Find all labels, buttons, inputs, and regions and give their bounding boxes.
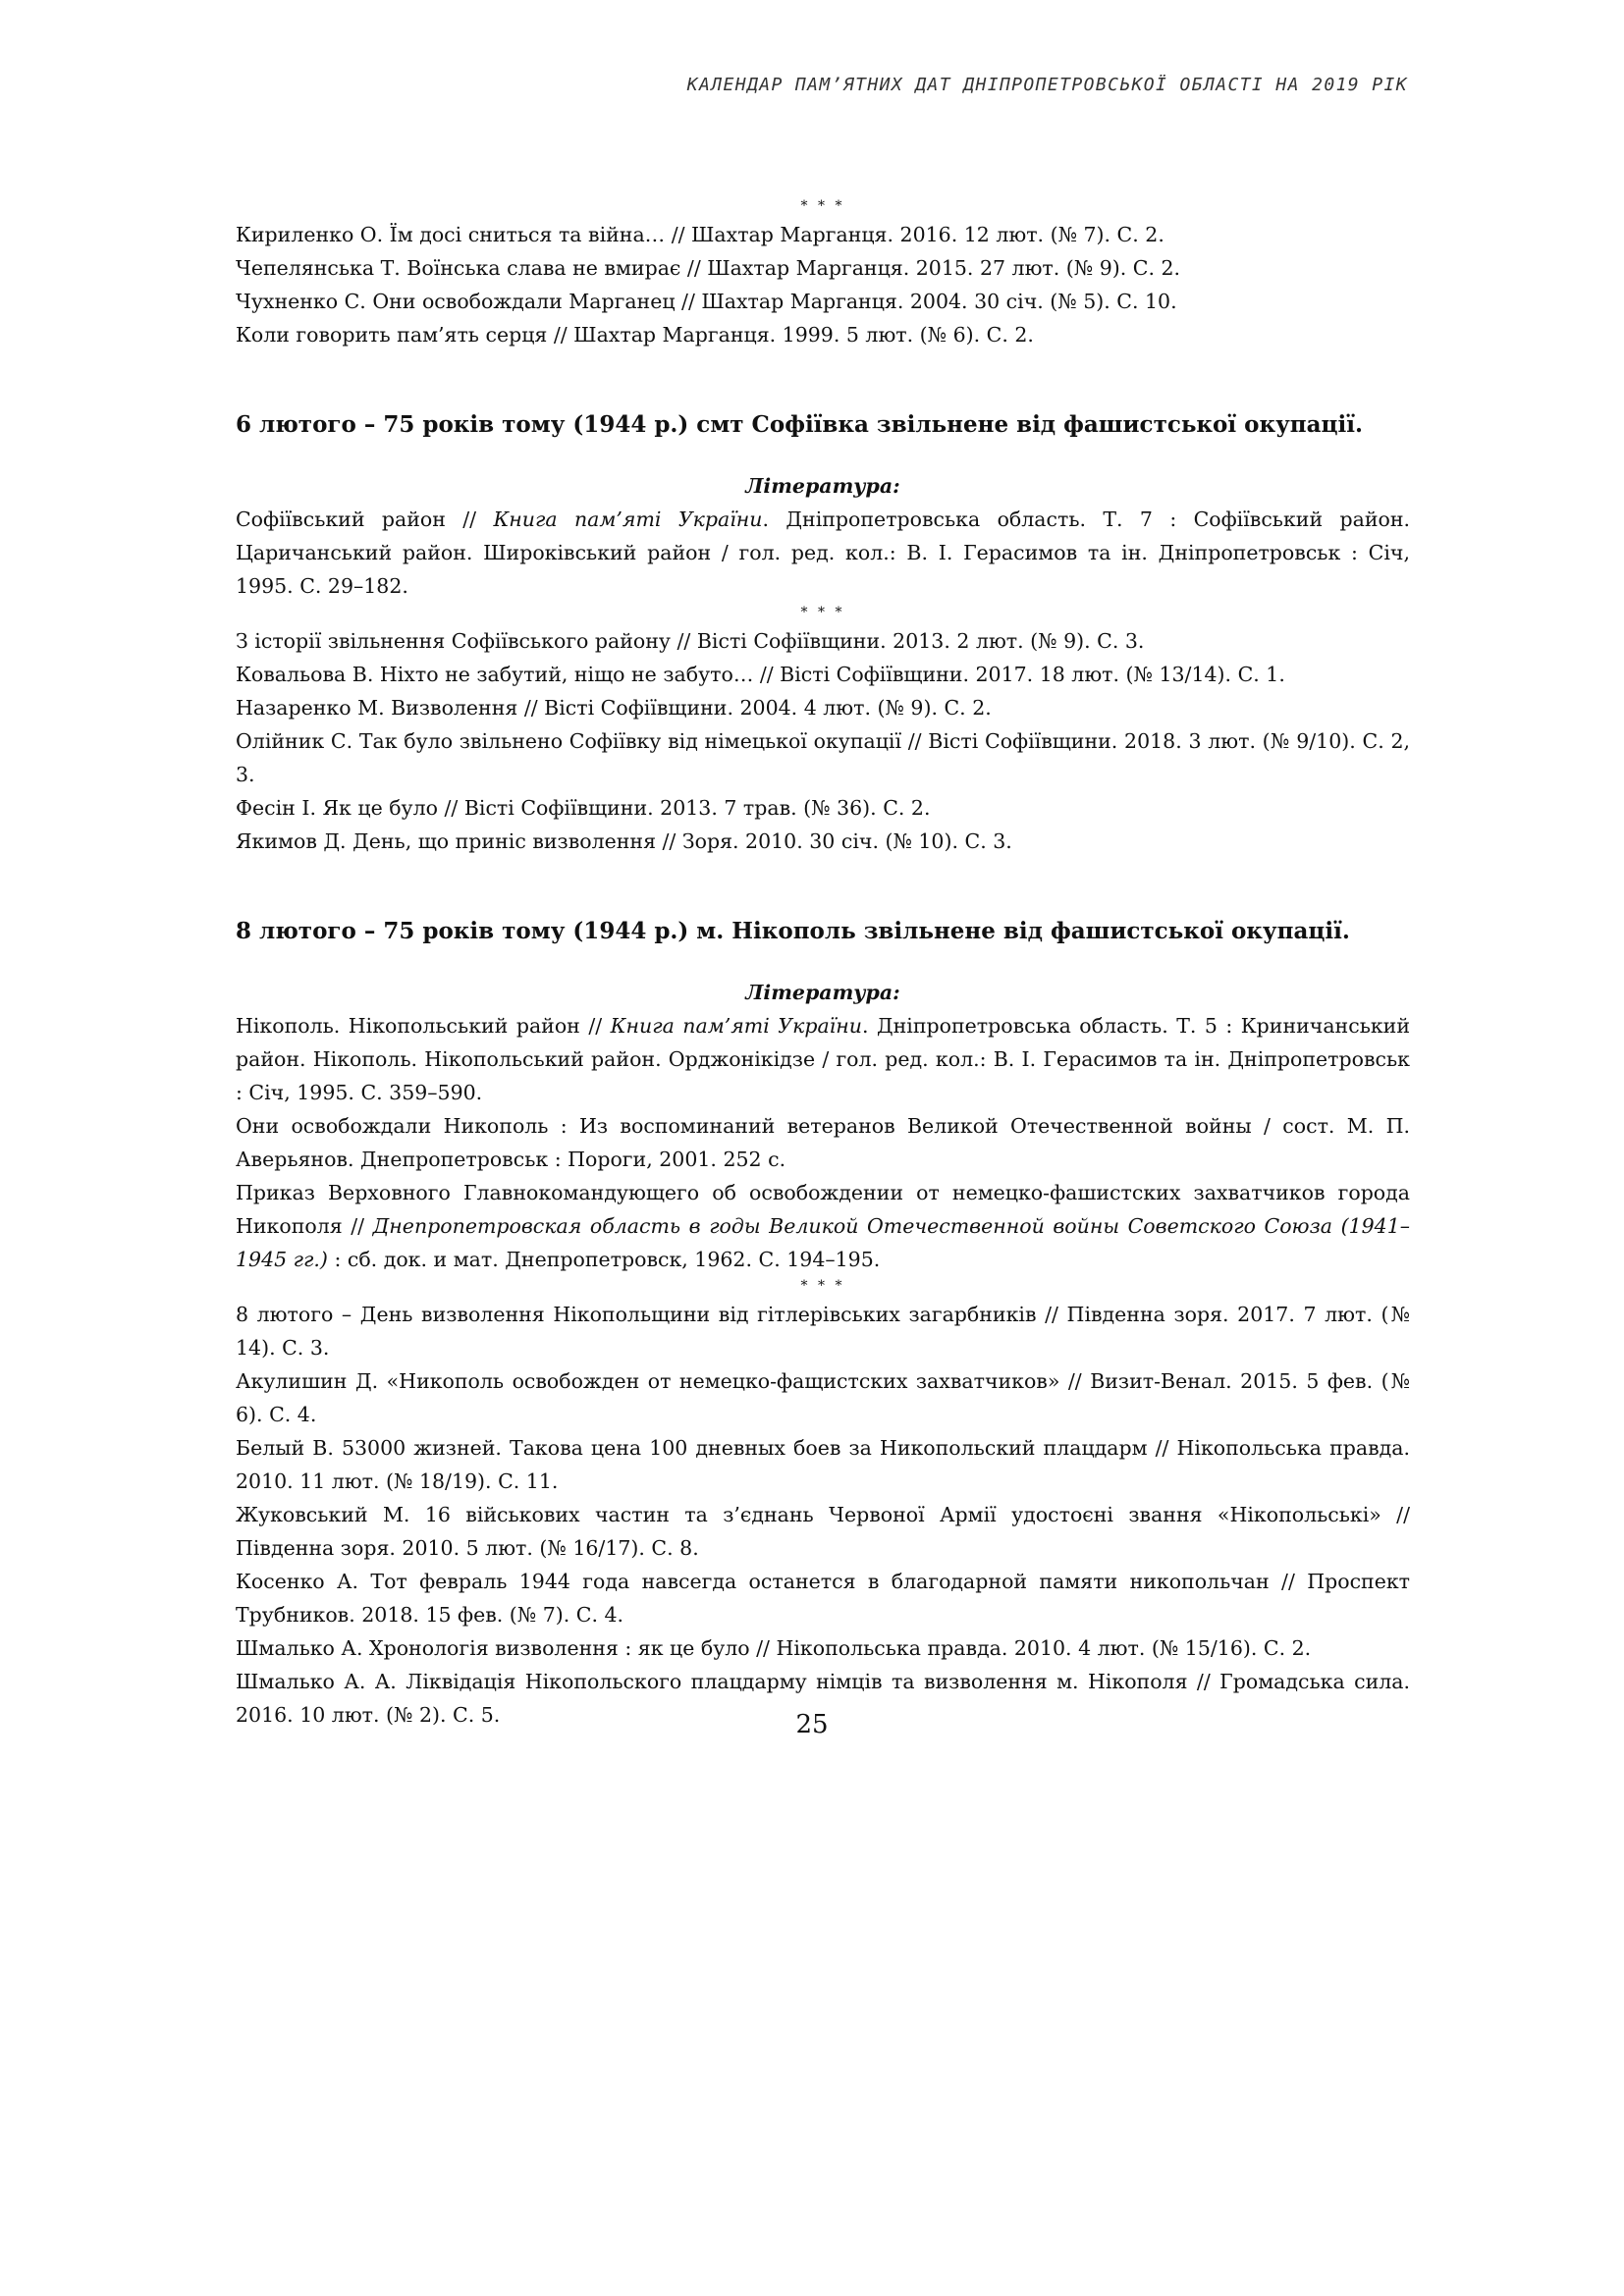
article-entry: Шмалько А. А. Ліквідація Нікопольского плацдарму німців та визволення м. Нікополя // Громадська сила. 2016. 10 лют. (№ 2). С. 5.: [236, 1670, 1410, 1727]
section-title: 6 лютого – 75 років тому (1944 р.) смт Софіївка звільнене від фашистської окупації.: [236, 411, 1364, 438]
article-entry: Ковальова В. Ніхто не забутий, ніщо не забуто… // Вісті Софіївщини. 2017. 18 лют. (№ 13/14). С. 1.: [236, 663, 1285, 686]
article-entry: 8 лютого – День визволення Нікопольщини від гітлерівських загарбників // Південна зоря. 2017. 7 лют. (№ 14). С. 3.: [236, 1303, 1410, 1360]
book-entry: Софіївський район // Книга пам’яті України. Дніпропетровська область. Т. 7 : Софіївський район. Царичанський район. Широківський район / гол. ред. кол.: В. І. Герасимов та ін. Дніпропетровськ : Січ, 1995. С. 29–182.: [236, 507, 1411, 598]
article-entry: Шмалько А. Хронологія визволення : як це було // Нікопольська правда. 2010. 4 лют. (№ 15/16). С. 2.: [236, 1636, 1312, 1660]
literature-heading: Література:: [745, 981, 900, 1004]
article-entry: З історії звільнення Софіївського району // Вісті Софіївщини. 2013. 2 лют. (№ 9). С. 3.: [236, 629, 1145, 653]
page-number: 25: [795, 1710, 829, 1739]
article-entry: Фесін І. Як це було // Вісті Софіївщини. 2013. 7 трав. (№ 36). С. 2.: [236, 796, 931, 820]
article-entry: Олійник С. Так було звільнено Софіївку від німецької окупації // Вісті Софіївщини. 2018. 3 лют. (№ 9/10). С. 2, 3.: [236, 729, 1410, 786]
article-entry: Акулишин Д. «Никополь освобожден от немецко-фащистских захватчиков» // Визит-Венал. 2015. 5 фев. (№ 6). С. 4.: [236, 1369, 1410, 1426]
reference-entry: Коли говорить пам’ять серця // Шахтар Марганця. 1999. 5 лют. (№ 6). С. 2.: [236, 323, 1034, 347]
reference-entry: Кириленко О. Їм досі сниться та війна… // Шахтар Марганця. 2016. 12 лют. (№ 7). С. 2.: [236, 223, 1164, 246]
article-entry: Жуковський М. 16 військових частин та з’єднань Червоної Армії удостоєні звання «Нікопольські» // Південна зоря. 2010. 5 лют. (№ 16/17). С. 8.: [236, 1503, 1410, 1560]
separator: * * *: [800, 1278, 845, 1294]
book-entry: Они освобождали Никополь : Из воспоминаний ветеранов Великой Отечественной войны / сост. М. П. Аверьянов. Днепропетровськ : Пороги, 2001. 252 с.: [236, 1114, 1410, 1171]
running-header: КАЛЕНДАР ПАМ’ЯТНИХ ДАТ ДНІПРОПЕТРОВСЬКОЇ ОБЛАСТІ НА 2019 РІК: [686, 75, 1408, 95]
separator: * * *: [800, 605, 845, 620]
separator: * * *: [800, 198, 845, 214]
literature-heading: Література:: [745, 474, 900, 498]
book-entry: Нікополь. Нікопольський район // Книга пам’яті України. Дніпропетровська область. Т. 5 : Криничанський район. Нікополь. Нікопольський район. Орджонікідзе / гол. ред. кол.: В. І. Герасимов та ін. Дніпропетровськ : Січ, 1995. С. 359–590.: [236, 1014, 1411, 1104]
article-entry: Якимов Д. День, що приніс визволення // Зоря. 2010. 30 січ. (№ 10). С. 3.: [236, 829, 1012, 853]
article-entry: Назаренко М. Визволення // Вісті Софіївщини. 2004. 4 лют. (№ 9). С. 2.: [236, 696, 992, 720]
section-title: 8 лютого – 75 років тому (1944 р.) м. Нікополь звільнене від фашистської окупації.: [236, 918, 1350, 944]
book-entry: Приказ Верховного Главнокомандующего об освобождении от немецко-фашистских захватчиков города Никополя // Днепропетровская область в годы Великой Отечественной войны Советского Союза (1941–1945 гг.) : сб. док. и мат. Днепропетровск, 1962. С. 194–195.: [236, 1181, 1410, 1271]
reference-entry: Чухненко С. Они освобождали Марганец // Шахтар Марганця. 2004. 30 січ. (№ 5). С. 10.: [236, 290, 1177, 313]
page-content: [236, 196, 1410, 1732]
article-entry: Косенко А. Тот февраль 1944 года навсегда останется в благодарной памяти никопольчан // Проспект Трубников. 2018. 15 фев. (№ 7). С. 4.: [236, 1570, 1410, 1627]
article-entry: Белый В. 53000 жизней. Такова цена 100 дневных боев за Никопольский плацдарм // Нікопольська правда. 2010. 11 лют. (№ 18/19). С. 11.: [236, 1436, 1410, 1493]
reference-entry: Чепелянська Т. Воїнська слава не вмирає // Шахтар Марганця. 2015. 27 лют. (№ 9). С. 2.: [236, 256, 1181, 280]
